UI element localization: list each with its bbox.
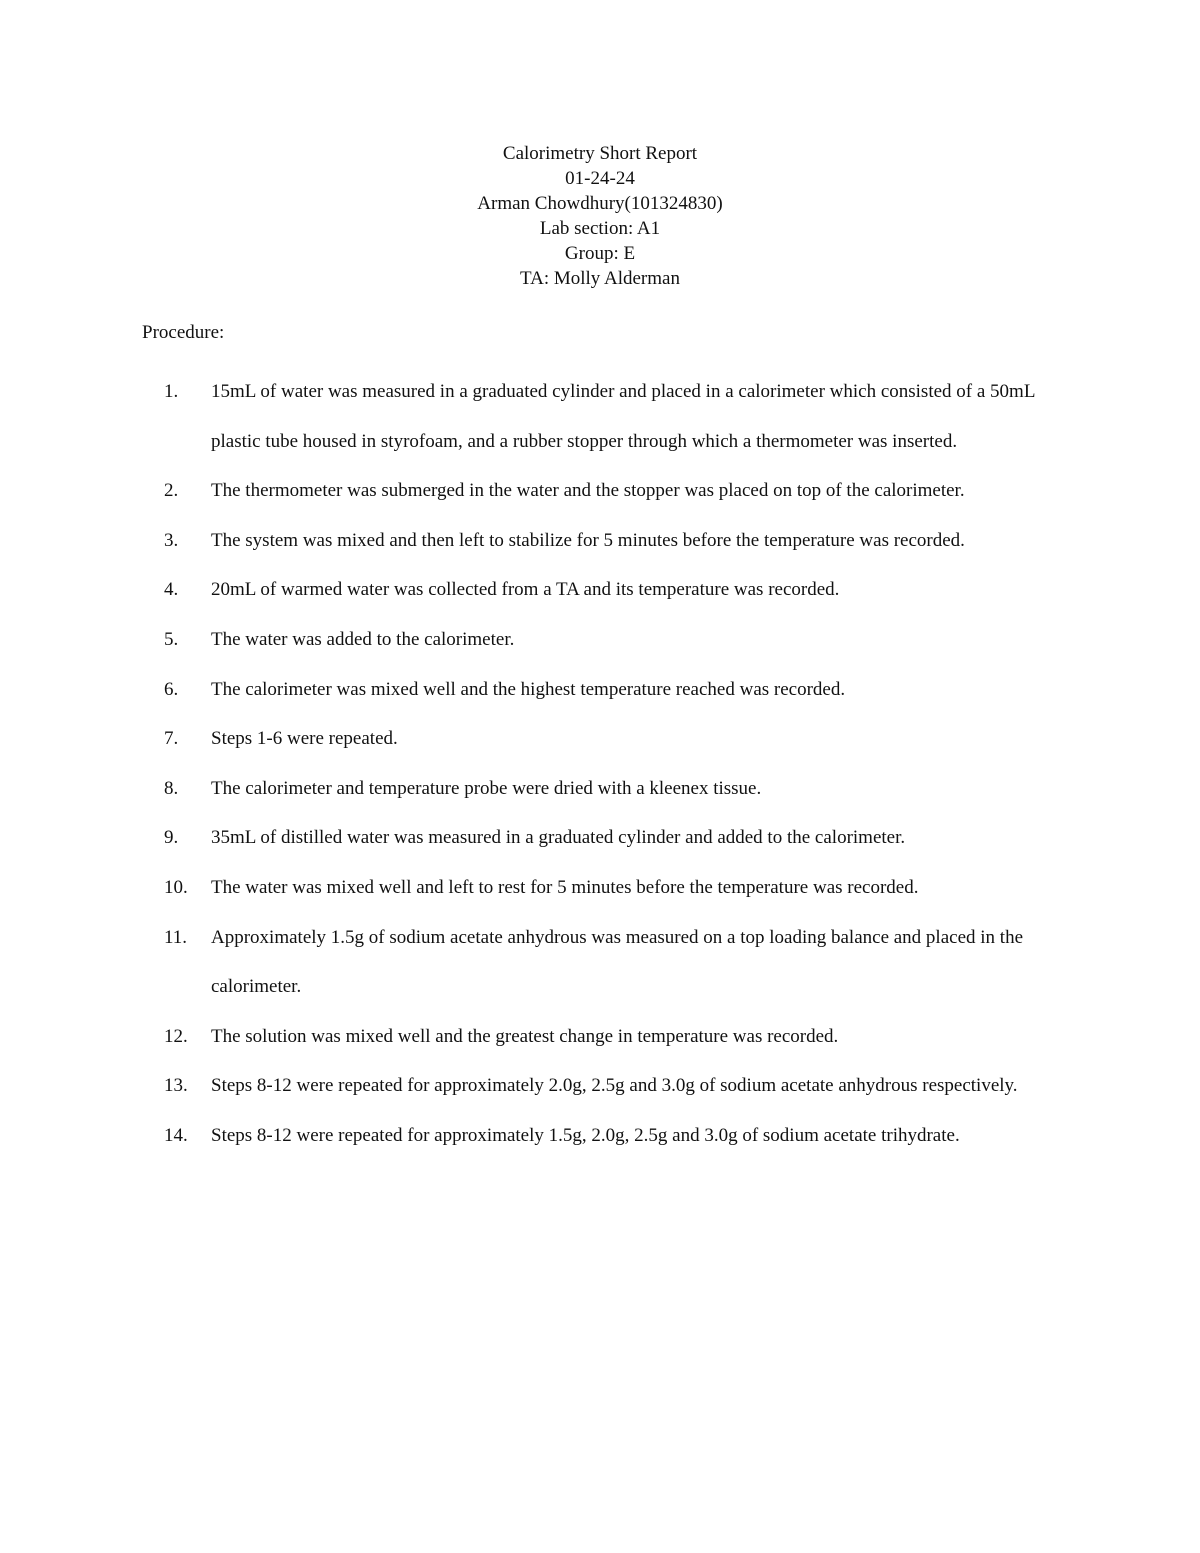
step-number: 10. (164, 876, 188, 898)
list-item (0, 1012, 1200, 1062)
step-text: Steps 8-12 were repeated for approximately 1.5g, 2.0g, 2.5g and 3.0g of sodium acetate trihydrate. (211, 1124, 960, 1146)
report-header (0, 141, 1200, 291)
list-item (0, 665, 1200, 715)
step-text: The solution was mixed well and the greatest change in temperature was recorded. (211, 1025, 839, 1047)
report-date: 01-24-24 (565, 168, 635, 189)
step-number: 3. (164, 529, 179, 551)
step-text: 20mL of warmed water was collected from a TA and its temperature was recorded. (211, 579, 840, 601)
step-number: 1. (164, 381, 179, 402)
step-text: Steps 8-12 were repeated for approximately 2.0g, 2.5g and 3.0g of sodium acetate anhydrous respectively. (211, 1075, 1018, 1097)
step-number: 9. (164, 827, 179, 849)
list-item (0, 714, 1200, 764)
step-number: 2. (164, 480, 179, 502)
step-text: 35mL of distilled water was measured in a graduated cylinder and added to the calorimeter. (211, 827, 906, 849)
step-number: 11. (164, 926, 188, 948)
step-text: Steps 1-6 were repeated. (211, 728, 398, 750)
step-number: 8. (164, 777, 179, 799)
step-text: The water was added to the calorimeter. (211, 628, 515, 650)
step-text: The calorimeter and temperature probe were dried with a kleenex tissue. (211, 777, 762, 799)
step-number: 5. (164, 628, 179, 650)
report-author: Arman Chowdhury(101324830) (477, 193, 723, 214)
list-item (0, 764, 1200, 814)
ta-name: TA: Molly Alderman (520, 268, 680, 289)
list-item (0, 516, 1200, 566)
list-item (0, 913, 1200, 1012)
list-item (0, 615, 1200, 665)
list-item (0, 367, 1200, 466)
list-item (0, 863, 1200, 913)
step-number: 4. (164, 579, 179, 601)
list-item (0, 565, 1200, 615)
step-text: 15mL of water was measured in a graduated cylinder and placed in a calorimeter which consisted of a 50mL plastic tube housed in styrofoam, and a rubber stopper through which a thermometer was inserted. (211, 381, 1035, 452)
list-item (0, 1111, 1200, 1161)
step-number: 6. (164, 678, 179, 700)
step-number: 7. (164, 728, 179, 750)
step-number: 13. (164, 1075, 188, 1097)
list-item (0, 813, 1200, 863)
step-number: 12. (164, 1025, 188, 1047)
group-label: Group: E (564, 243, 636, 264)
list-item (0, 1061, 1200, 1111)
step-text: The thermometer was submerged in the water and the stopper was placed on top of the calorimeter. (211, 480, 965, 502)
step-number: 14. (164, 1124, 188, 1146)
step-text: The calorimeter was mixed well and the highest temperature reached was recorded. (211, 678, 846, 700)
step-text: The water was mixed well and left to rest for 5 minutes before the temperature was recorded. (211, 876, 919, 898)
list-item (0, 466, 1200, 516)
procedure-heading: Procedure: (142, 322, 225, 343)
report-title: Calorimetry Short Report (502, 143, 698, 164)
procedure-list (0, 367, 1200, 1161)
lab-section: Lab section: A1 (539, 218, 661, 239)
step-text: Approximately 1.5g of sodium acetate anhydrous was measured on a top loading balance and placed in the calorimeter. (211, 926, 1023, 998)
step-text: The system was mixed and then left to stabilize for 5 minutes before the temperature was recorded. (211, 529, 965, 551)
